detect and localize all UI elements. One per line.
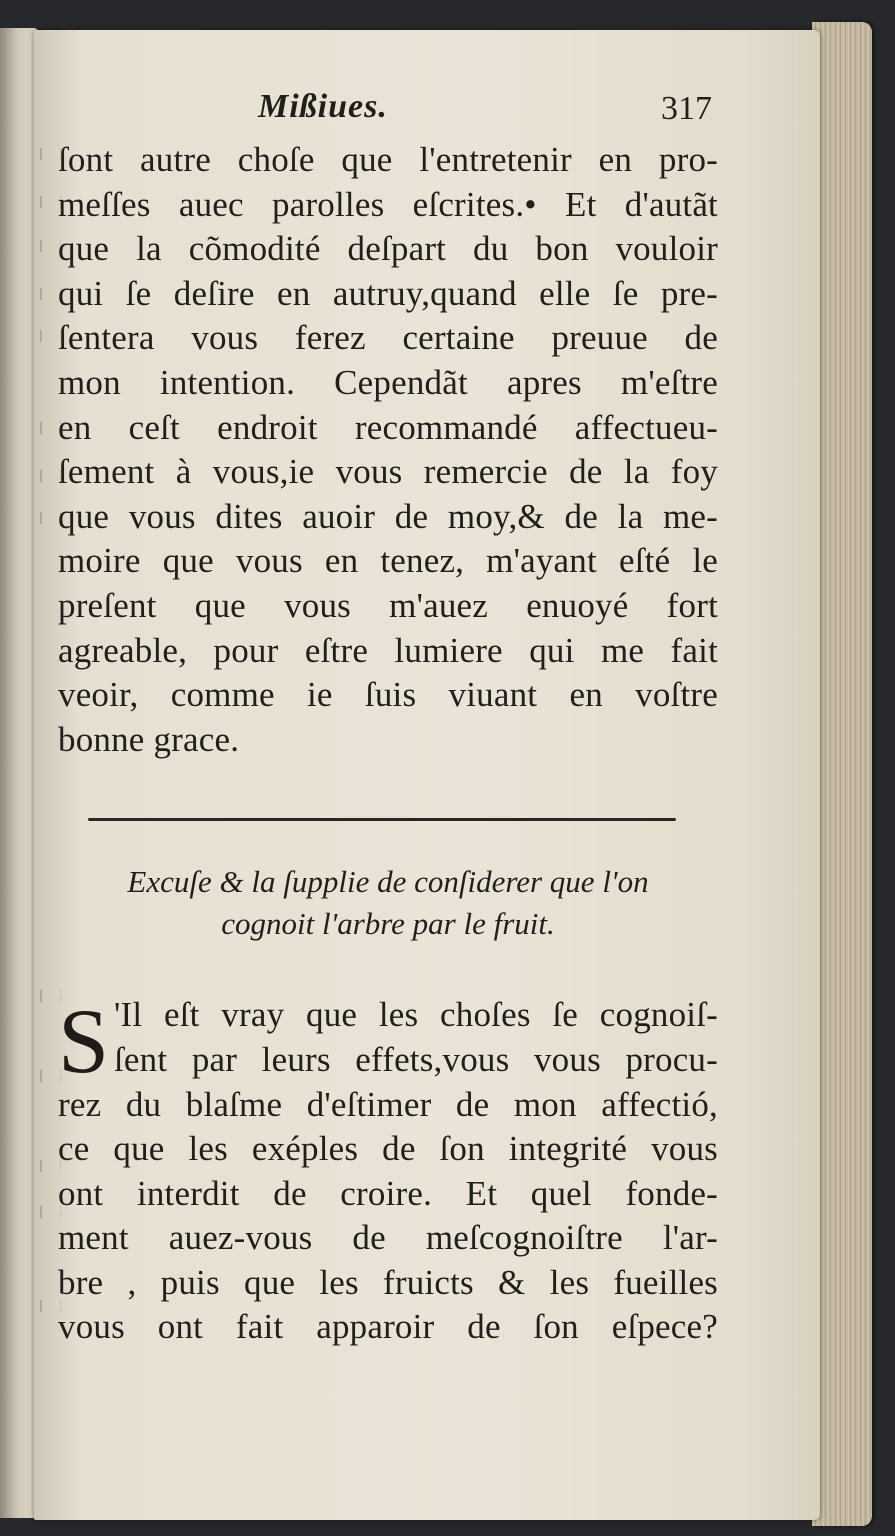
text-line: que la cõmodité deſpart du bon vouloir bbox=[58, 229, 718, 269]
text-line: bre , puis que les fruicts & les fueilles bbox=[58, 1262, 718, 1302]
text-line: 'Il eſt vray que les choſes ſe cognoiſ- bbox=[114, 995, 718, 1035]
heading-line: cognoit l'arbre par le fruit. bbox=[221, 906, 555, 942]
heading-line: Excuſe & la ſupplie de conſiderer que l'on bbox=[127, 864, 649, 900]
text-line: ſement à vous,ie vous remercie de la foy bbox=[58, 452, 718, 492]
text-line: preſent que vous m'auez enuoyé fort bbox=[58, 585, 718, 625]
letter-begin-paragraph bbox=[58, 990, 718, 1350]
letter-heading bbox=[58, 861, 718, 945]
text-line: rez du blaſme d'eſtimer de mon affectió, bbox=[58, 1084, 718, 1124]
page-edges-stack bbox=[812, 22, 872, 1526]
text-line: ſentera vous ferez certaine preuue de bbox=[58, 318, 718, 358]
text-line: ſent par leurs effets,vous vous procu- bbox=[114, 1039, 718, 1079]
section-divider bbox=[88, 818, 676, 821]
text-line: ce que les exéples de ſon integrité vous bbox=[58, 1129, 718, 1169]
drop-cap: S bbox=[58, 990, 110, 1093]
text-line: que vous dites auoir de moy,& de la me- bbox=[58, 496, 718, 536]
text-line: mon intention. Cependãt apres m'eſtre bbox=[58, 362, 718, 402]
text-line: qui ſe deſire en autruy,quand elle ſe pre- bbox=[58, 273, 718, 313]
text-line: ment auez-vous de meſcognoiſtre l'ar- bbox=[58, 1218, 718, 1258]
text-line: bonne grace. bbox=[58, 719, 240, 759]
facing-page-edge bbox=[0, 28, 38, 1518]
text-line: en ceſt endroit recommandé affectueu- bbox=[58, 407, 718, 447]
letter-end-paragraph bbox=[58, 138, 718, 762]
text-line: vous ont fait apparoir de ſon eſpece? bbox=[58, 1307, 718, 1347]
text-line: ſont autre choſe que l'entretenir en pro- bbox=[58, 140, 718, 179]
text-line: moire que vous en tenez, m'ayant eſté le bbox=[58, 541, 718, 581]
page-number: 317 bbox=[661, 90, 712, 127]
book-page bbox=[34, 30, 820, 1520]
text-line: veoir, comme ie ſuis viuant en voſtre bbox=[58, 675, 718, 715]
text-block bbox=[58, 88, 718, 1350]
text-line: ont interdit de croire. Et quel fonde- bbox=[58, 1173, 718, 1213]
text-line: agreable, pour eſtre lumiere qui me fait bbox=[58, 630, 718, 670]
running-head bbox=[58, 88, 718, 138]
text-line: meſſes auec parolles eſcrites.• Et d'autãt bbox=[58, 184, 718, 224]
running-title: Mißiues. bbox=[258, 88, 388, 125]
